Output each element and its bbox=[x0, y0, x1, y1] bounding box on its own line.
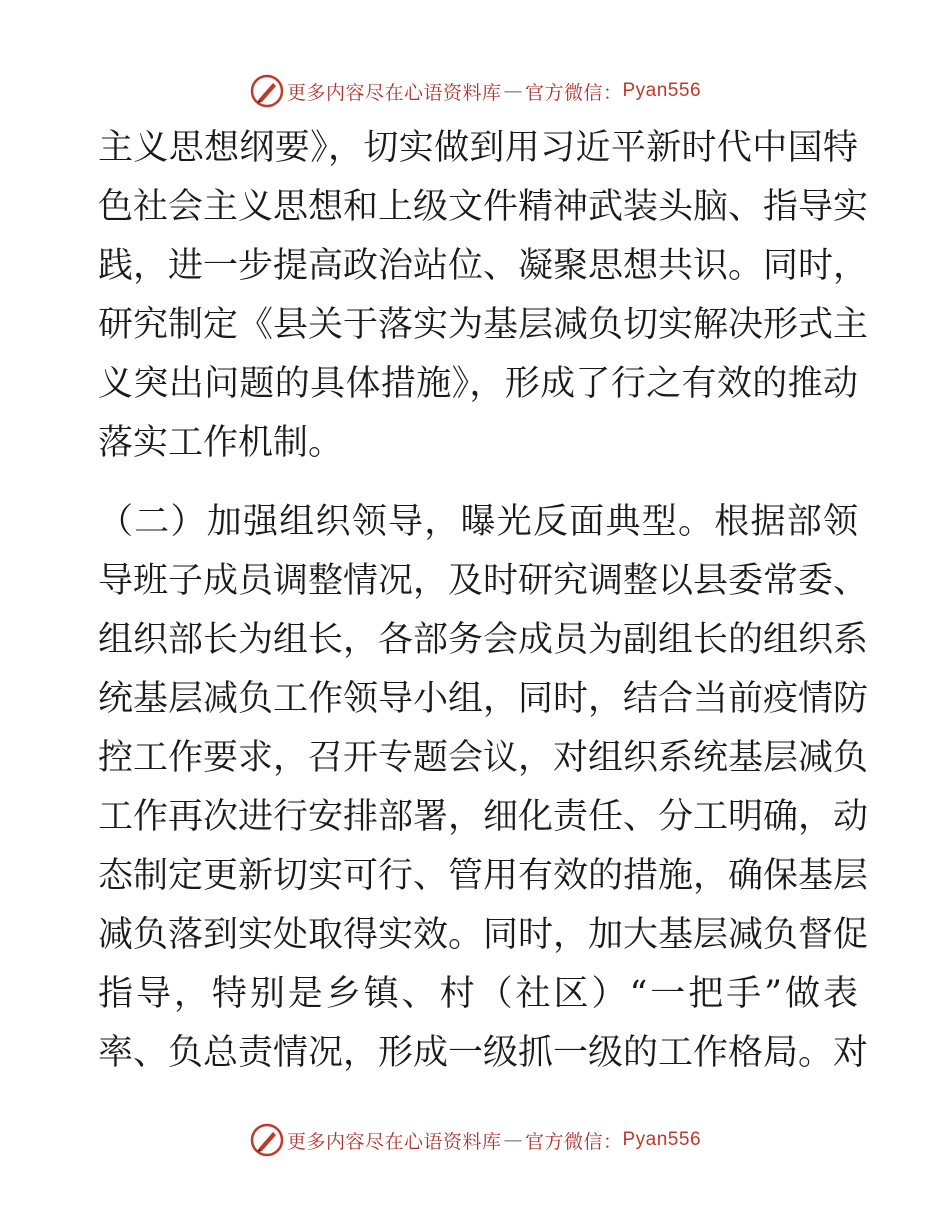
watermark-contact-label: 官方微信： bbox=[524, 1130, 623, 1153]
paragraph-2 bbox=[98, 493, 869, 1083]
text-line: 义突出问题的具体措施》，形成了行之有效的推动 bbox=[98, 364, 858, 404]
text-line: （二）加强组织领导，曝光反面典型。根据部领 bbox=[98, 502, 858, 542]
paragraph-gap bbox=[98, 473, 858, 493]
text-line: 统基层减负工作领导小组，同时，结合当前疫情防 bbox=[98, 679, 869, 719]
document-body bbox=[98, 119, 869, 1083]
watermark-contact-id: Pyan556 bbox=[622, 80, 702, 101]
text-line: 减负落到实处取得实效。同时，加大基层减负督促 bbox=[98, 915, 869, 955]
text-line: 研究制定《县关于落实为基层减负切实解决形式主 bbox=[98, 305, 869, 345]
watermark-text: 更多内容尽在心语资料库 bbox=[286, 1130, 502, 1153]
text-line: 工作再次进行安排部署，细化责任、分工明确，动 bbox=[98, 797, 869, 837]
text-line: 组织部长为组长，各部务会成员为副组长的组织系 bbox=[98, 620, 869, 660]
text-line: 主义思想纲要》，切实做到用习近平新时代中国特 bbox=[98, 128, 858, 168]
watermark-banner-bottom bbox=[0, 1120, 950, 1160]
pen-logo-icon bbox=[249, 73, 285, 109]
watermark-text: 更多内容尽在心语资料库 bbox=[286, 81, 502, 104]
text-line: 率、负总责情况，形成一级抓一级的工作格局。对 bbox=[98, 1033, 869, 1073]
text-line: 色社会主义思想和上级文件精神武装头脑、指导实 bbox=[98, 187, 869, 227]
pen-logo-icon bbox=[249, 1122, 285, 1158]
text-line: 践，进一步提高政治站位、凝聚思想共识。同时， bbox=[98, 246, 869, 286]
text-line: 导班子成员调整情况，及时研究调整以县委常委、 bbox=[98, 561, 869, 601]
watermark-contact-label: 官方微信： bbox=[524, 81, 623, 104]
text-line: 指导，特别是乡镇、村（社区）“一把手”做表 bbox=[98, 974, 858, 1014]
paragraph-1 bbox=[98, 119, 869, 473]
text-line: 控工作要求，召开专题会议，对组织系统基层减负 bbox=[98, 738, 869, 778]
text-line: 落实工作机制。 bbox=[98, 423, 344, 463]
watermark-separator: — bbox=[503, 1129, 523, 1151]
watermark-contact-id: Pyan556 bbox=[622, 1129, 702, 1150]
watermark-separator: — bbox=[503, 80, 523, 102]
text-line: 态制定更新切实可行、管用有效的措施，确保基层 bbox=[98, 856, 869, 896]
watermark-banner-top bbox=[0, 71, 950, 111]
